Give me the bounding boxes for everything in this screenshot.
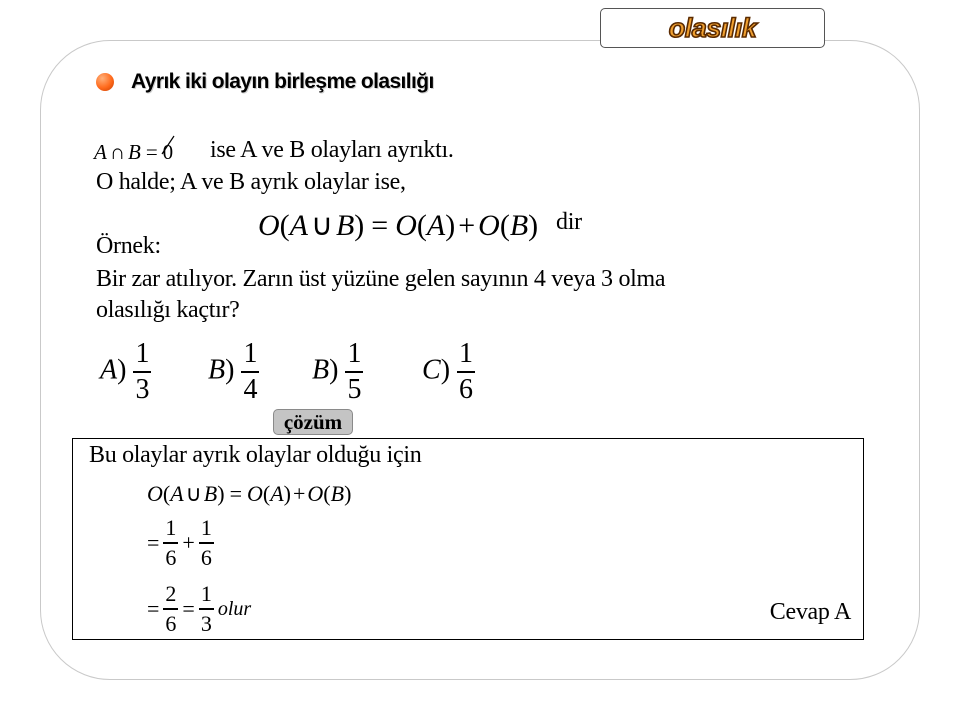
option-b-second-fraction: $\frac{1}{5}$ [347, 338, 362, 405]
solution-formula-line3: = $\frac{2}{6}$ = $\frac{1}{3}$ olur [147, 581, 252, 636]
formula-suffix: dir [556, 209, 582, 235]
set-b: B [128, 140, 141, 164]
equals-sign: = [145, 140, 158, 164]
solution-formula-line2: = $\frac{1}{6}$ + $\frac{1}{6}$ [147, 515, 212, 570]
solution-fraction: $\frac{2}{6}$ [165, 581, 177, 636]
intersection-symbol: ∩ [109, 140, 125, 164]
solution-intro: Bu olaylar ayrık olaylar olduğu için [89, 442, 422, 468]
then-line: O halde; A ve B ayrık olaylar ise, [96, 169, 406, 195]
set-a: A [94, 140, 107, 164]
bullet-dot-icon [96, 73, 114, 91]
answer-text: Cevap A [769, 599, 851, 625]
solution-fraction: $\frac{1}{6}$ [200, 515, 212, 570]
slash-mark-icon [160, 134, 176, 156]
solution-button[interactable]: çözüm [273, 409, 353, 435]
example-question-line1: Bir zar atılıyor. Zarın üst yüzüne gelen sayının 4 veya 3 olma [96, 266, 666, 292]
example-question-line2: olasılığı kaçtır? [96, 297, 240, 323]
solution-box [72, 438, 864, 640]
solution-fraction: $\frac{1}{6}$ [165, 515, 177, 570]
option-a-fraction: $\frac{1}{3}$ [135, 338, 150, 405]
option-b-second: B) $\frac{1}{5}$ [312, 338, 362, 405]
title-logo-box [600, 8, 825, 48]
title-logo: olasılık [668, 12, 757, 43]
disjoint-condition [94, 140, 173, 165]
section-heading: Ayrık iki olayın birleşme olasılığı [131, 70, 434, 93]
option-b-fraction: $\frac{1}{4}$ [243, 338, 258, 405]
definition-text: ise A ve B olayları ayrıktı. [210, 137, 454, 163]
option-c: C) $\frac{1}{6}$ [422, 338, 474, 405]
option-b: B) $\frac{1}{4}$ [208, 338, 258, 405]
option-c-fraction: $\frac{1}{6}$ [459, 338, 474, 405]
option-a: A) $\frac{1}{3}$ [100, 338, 150, 405]
solution-formula-line1: O(A∪B) = O(A)+O(B) [147, 481, 352, 506]
solution-fraction: $\frac{1}{3}$ [200, 581, 212, 636]
empty-set-symbol: 0 [163, 140, 174, 164]
example-label: Örnek: [96, 233, 161, 259]
main-formula: O(A ∪ B) = O(A) + O(B) [258, 209, 539, 242]
